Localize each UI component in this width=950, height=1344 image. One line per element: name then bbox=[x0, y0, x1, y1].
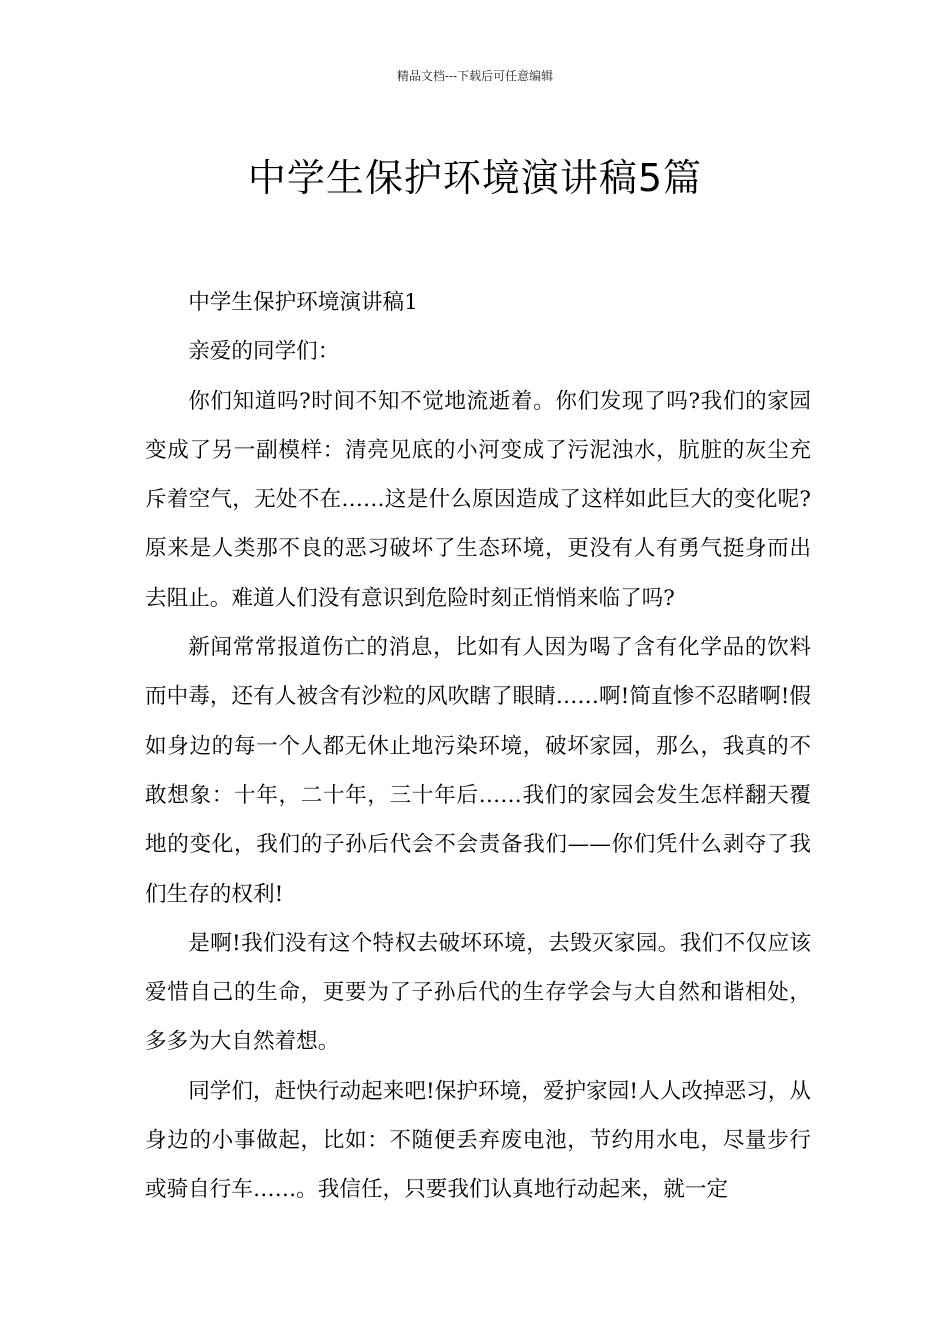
header-note: 精品文档---下载后可任意编辑 bbox=[396, 69, 554, 83]
paragraph: 同学们，赶快行动起来吧!保护环境，爱护家园!人人改掉恶习，从身边的小事做起，比如：不随便丢弃废电池，节约用水电，尽量步行或骑自行车……。我信任，只要我们认真地行动起来，就一定 bbox=[145, 1078, 811, 1203]
salutation: 亲爱的同学们： bbox=[188, 339, 340, 365]
document-title: 中学生保护环境演讲稿5篇 bbox=[247, 156, 703, 201]
paragraph: 你们知道吗?时间不知不觉地流逝着。你们发现了吗?我们的家园变成了另一副模样：清亮见底的小河变成了污泥浊水，肮脏的灰尘充斥着空气，无处不在……这是什么原因造成了这样如此巨大的变化呢?原来是人类那不良的恶习破坏了生态环境，更没有人有勇气挺身而出去阻止。难道人们没有意识到危险时刻正悄悄来临了吗? bbox=[145, 388, 811, 611]
paragraph: 是啊!我们没有这个特权去破坏环境，去毁灭家园。我们不仅应该爱惜自己的生命，更要为了子孙后代的生存学会与大自然和谐相处，多多为大自然着想。 bbox=[145, 930, 811, 1055]
speech-heading: 中学生保护环境演讲稿1 bbox=[188, 290, 418, 315]
document-body bbox=[145, 278, 811, 1215]
paragraph: 新闻常常报道伤亡的消息，比如有人因为喝了含有化学品的饮料而中毒，还有人被含有沙粒的风吹瞎了眼睛……啊!简直惨不忍睹啊!假如身边的每一个人都无休止地污染环境，破坏家园，那么，我真的不敢想象：十年，二十年，三十年后……我们的家园会发生怎样翻天覆地的变化，我们的子孙后代会不会责备我们——你们凭什么剥夺了我们生存的权利! bbox=[145, 635, 811, 907]
